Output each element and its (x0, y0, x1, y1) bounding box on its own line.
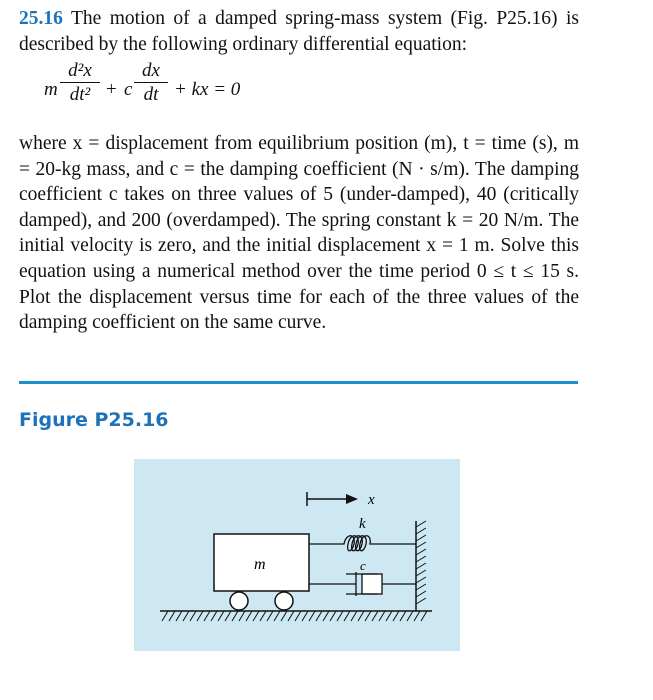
wheel-right (275, 592, 293, 610)
label-k: k (359, 516, 366, 532)
label-x: x (368, 492, 375, 508)
damper-icon (309, 572, 416, 596)
eq-denominator-dt2: dt² (69, 84, 91, 105)
eq-fraction-second-derivative (60, 60, 100, 107)
eq-numerator-d2x: d²x (60, 60, 100, 83)
eq-denominator-dt: dt (143, 84, 159, 105)
ground-hatch (162, 611, 427, 621)
wheel-left (230, 592, 248, 610)
eq-mass: m (44, 79, 58, 100)
figure-panel (134, 459, 460, 651)
wall-hatch (416, 521, 426, 604)
problem-number: 25.16 (19, 8, 63, 29)
differential-equation (44, 60, 304, 120)
problem-statement (19, 6, 579, 58)
spring-icon (309, 536, 416, 551)
eq-fraction-first-derivative (134, 60, 168, 107)
label-m: m (254, 556, 266, 573)
eq-rest: + kx = 0 (174, 79, 241, 100)
eq-damping: c (124, 79, 133, 100)
spring-mass-diagram (134, 459, 460, 651)
eq-plus: + (106, 79, 117, 100)
arrow-right-icon (346, 494, 358, 504)
figure-title: Figure P25.16 (19, 409, 169, 431)
section-divider (19, 381, 578, 384)
label-c: c (360, 558, 366, 573)
eq-numerator-dx: dx (134, 60, 168, 83)
problem-intro: The motion of a damped spring-mass system (Fig. P25.16) is described by the following ordinary differential equation: (19, 8, 579, 55)
problem-body: where x = displacement from equilibrium position (m), t = time (s), m = 20-kg mass, and c = the damping coefficient (N · s/m). The damping coefficient c takes on three values of 5 (under-damped), 40 (critically damped), and 200 (overdamped). The spring constant k = 20 N/m. The initial velocity is zero, and the initial displacement x = 1 m. Solve this equation using a numerical method over the time period 0 ≤ t ≤ 15 s. Plot the displacement versus time for each of the three values of the damping coefficient on the same curve. (19, 133, 579, 334)
